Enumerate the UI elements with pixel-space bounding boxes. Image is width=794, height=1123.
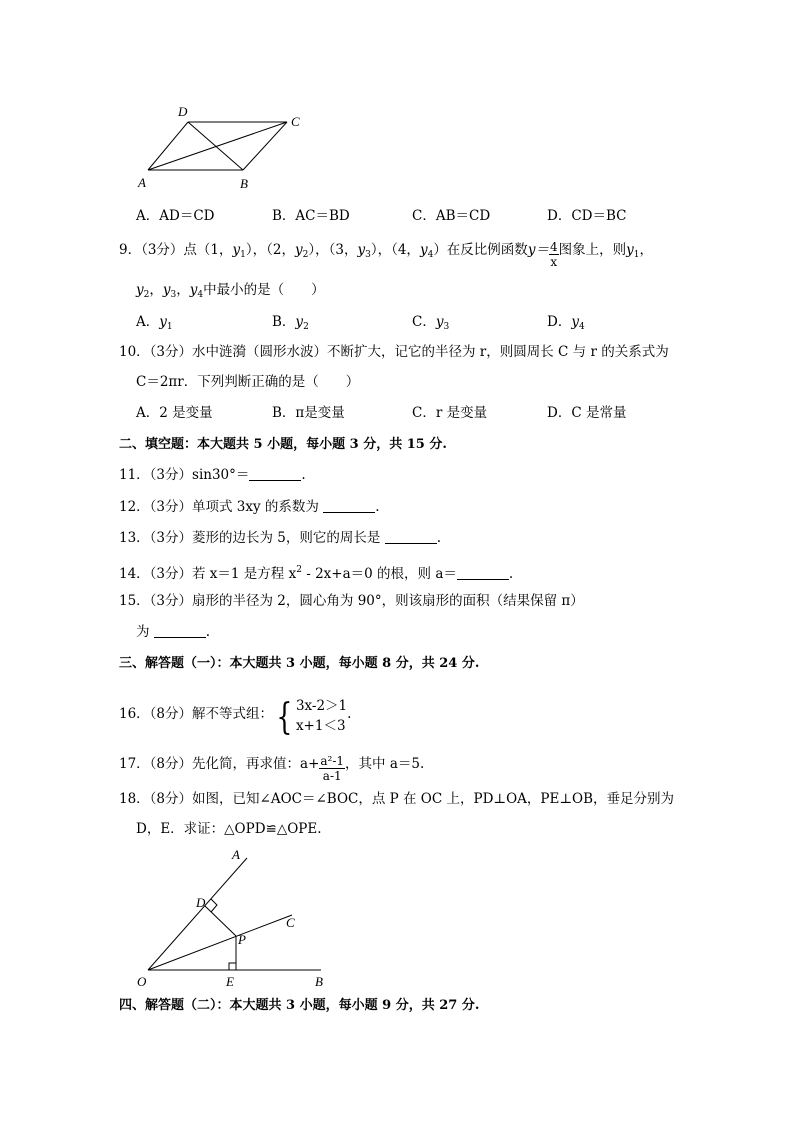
q12: 12．（3分）单项式 3xy 的系数为 . (119, 499, 380, 515)
q10-option-d: D．C 是常量 (547, 405, 627, 421)
q18: 18．（8分）如图，已知∠AOC＝∠BOC，点 P 在 OC 上，PD⊥OA，PE⊥OB，垂足分别为 (119, 791, 675, 807)
q10-option-c: C．r 是变量 (412, 405, 488, 421)
inequality-system: 3x-2＞1 x+1＜3 (295, 698, 348, 734)
answer-blank[interactable] (154, 623, 206, 638)
q9-option-c: C．$y_3$ (412, 314, 450, 332)
label-p: P (238, 932, 246, 947)
q9-stem-line2: $y_2$，$y_3$，$y_4$中最小的是（ ） (136, 282, 325, 300)
q10-stem-line2: C＝2πr．下列判断正确的是（ ） (136, 374, 360, 390)
q15-line2: 为 . (136, 624, 211, 640)
q13: 13．（3分）菱形的边长为 5，则它的周长是 . (119, 530, 441, 546)
q18-line2: D，E．求证：△OPD≌△OPE. (136, 821, 322, 837)
label-d: D (178, 104, 188, 119)
q10-stem: 10．（3分）水中涟漪（圆形水波）不断扩大，记它的半径为 r，则圆周长 C 与 r 的关系式为 (119, 344, 669, 360)
section-4-heading: 四、解答题（二）：本大题共 3 小题，每小题 9 分，共 27 分. (119, 998, 480, 1013)
label-b: B (240, 176, 248, 191)
q16: 16．（8分）解不等式组：{ 3x-2＞1 x+1＜3 . (119, 697, 352, 738)
label-c: C (291, 114, 300, 129)
label-b: B (315, 974, 323, 989)
section-2-heading: 二、填空题：本大题共 5 小题，每小题 3 分，共 15 分. (119, 437, 447, 452)
ray-oc (148, 915, 292, 970)
diagonal-ac (148, 122, 287, 170)
q15: 15．（3分）扇形的半径为 2，圆心角为 90°，则该扇形的面积（结果保留 π） (119, 593, 584, 609)
section-3-heading: 三、解答题（一）：本大题共 3 小题，每小题 8 分，共 24 分. (119, 656, 480, 671)
q8-option-c: C．AB＝CD (412, 208, 491, 224)
right-angle-mark-e (229, 963, 236, 970)
ray-oa (148, 858, 247, 970)
diagonal-bd (188, 122, 243, 170)
answer-blank[interactable] (457, 565, 509, 580)
q17-fraction: $\frac{\text{a²-1}}{a-1}$ (320, 754, 345, 783)
label-e: E (226, 974, 234, 989)
q8-option-b: B．AC＝BD (272, 208, 350, 224)
q9-option-d: D．$y_4$ (547, 314, 585, 332)
label-c: C (286, 915, 295, 930)
right-angle-mark-d (211, 899, 217, 912)
label-a: A (138, 175, 146, 190)
brace-icon: { (276, 697, 293, 738)
label-d: D (196, 895, 206, 910)
label-o: O (137, 974, 147, 989)
angle-bisector-figure (130, 845, 340, 995)
answer-blank[interactable] (323, 498, 375, 513)
q10-option-a: A．2 是变量 (136, 405, 213, 421)
label-a: A (232, 847, 240, 862)
q9-option-b: B．$y_2$ (272, 314, 309, 332)
q11: 11．（3分）sin30°＝ . (119, 467, 306, 483)
q9-fraction: $\frac{4}{x}$ (549, 240, 558, 269)
q14: 14．（3分）若 x＝1 是方程 $x^2 - 2x+a=0$ 的根，则 a＝ . (119, 565, 514, 582)
answer-blank[interactable] (249, 466, 301, 481)
parallelogram-figure (130, 100, 320, 200)
q9-option-a: A．$y_1$ (136, 314, 173, 332)
segment-pd (205, 906, 236, 936)
q10-option-b: B．π是变量 (272, 405, 345, 421)
q8-option-a: A．AD＝CD (136, 208, 215, 224)
q8-option-d: D．CD＝BC (547, 208, 627, 224)
q17: 17．（8分）先化简，再求值：a+ $\frac{\text{a²-1}}{a-1}$ ，其中 a＝5. (119, 754, 425, 783)
answer-blank[interactable] (385, 529, 437, 544)
q9-stem: 9．（3分）点（1，$y_1$），（2，$y_2$），（3，$y_3$），（4，$y_4$）在反比例函数y＝ $\frac{4}{x}$ 图象上，则$y_1$， (119, 240, 653, 269)
